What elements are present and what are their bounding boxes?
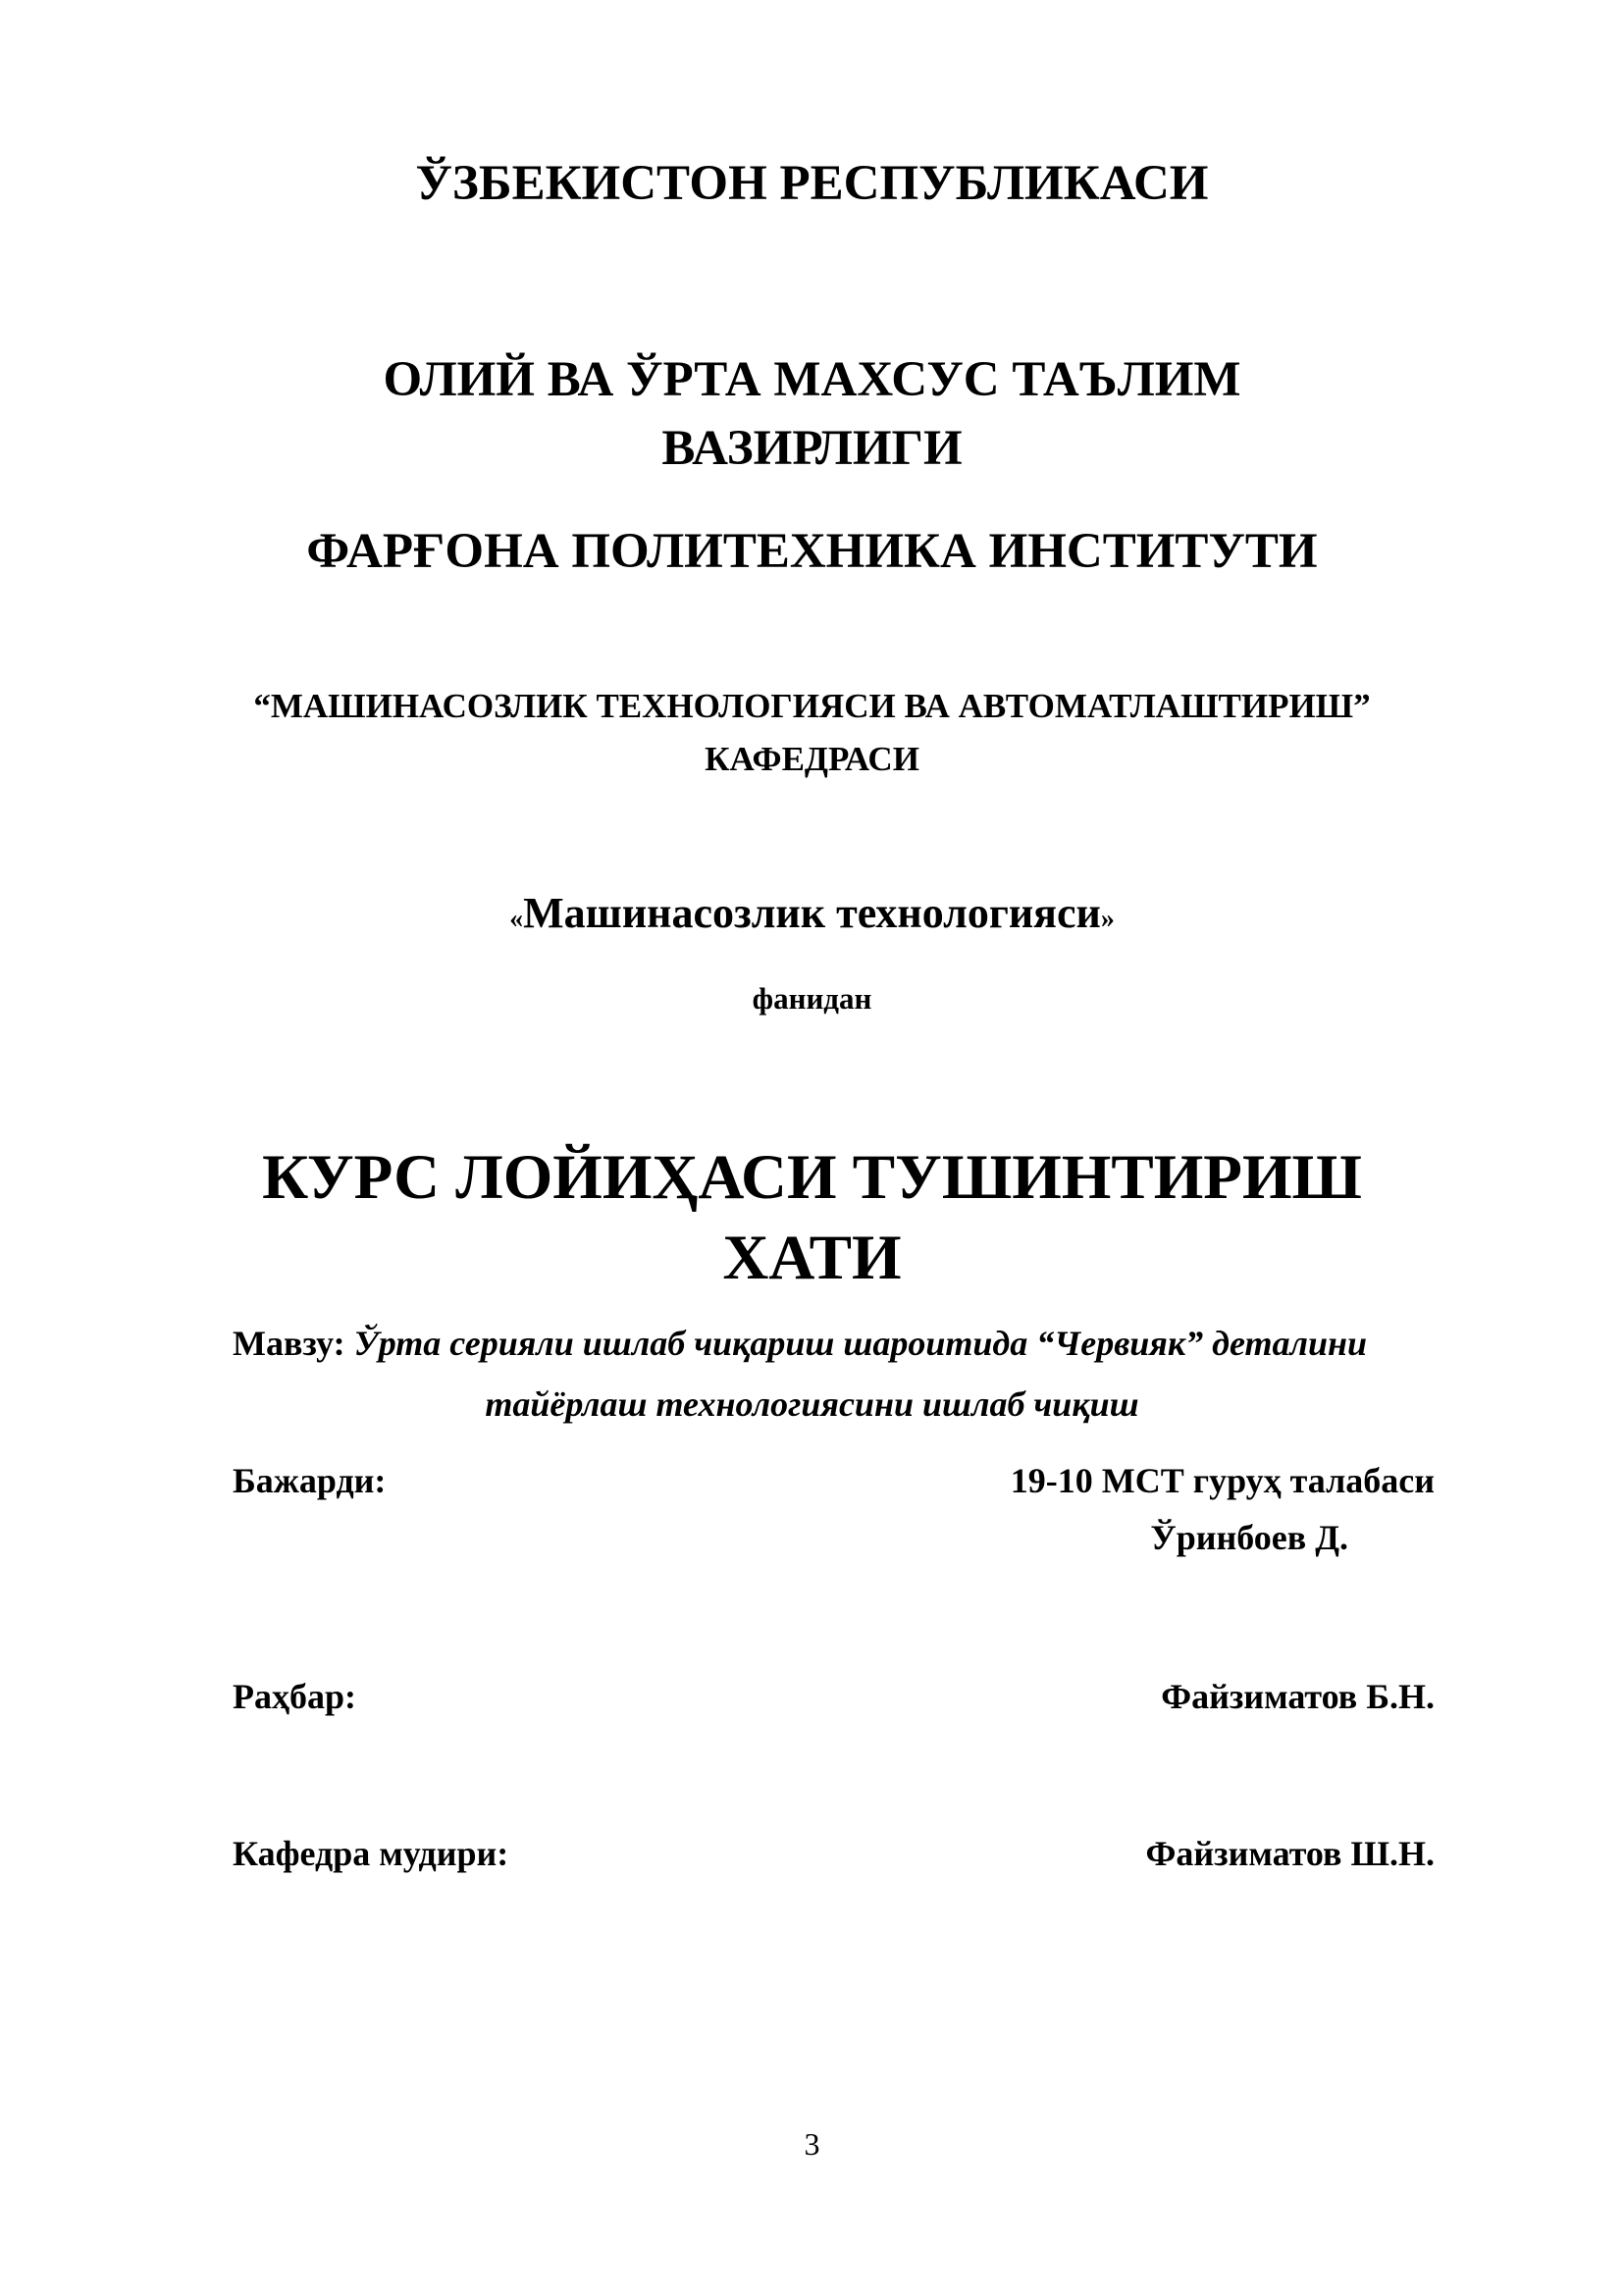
department-head-name: Файзиматов Ш.Н. [1145,1834,1435,1873]
page-number: 3 [804,2126,820,2162]
ministry-heading-line2: ВАЗИРЛИГИ [661,421,963,476]
document-title-line1: КУРС ЛОЙИҲАСИ ТУШИНТИРИШ [262,1142,1362,1213]
department-heading-line2: КАФЕДРАСИ [705,740,919,778]
department-head-label: Кафедра мудири: [233,1834,509,1873]
department-heading-line1: “МАШИНАСОЗЛИК ТЕХНОЛОГИЯСИ ВА АВТОМАТЛАШТИРИШ” [253,687,1371,725]
topic-text-line1: Ўрта серияли ишлаб чиқариш шароитида “Червияк” деталини [353,1324,1367,1363]
topic-label: Мавзу: [233,1324,345,1363]
subject-open-quote: « [509,904,524,934]
performed-name: Ўринбоев Д. [1150,1518,1348,1557]
ministry-heading-line1: ОЛИЙ ВА ЎРТА МАХСУС ТАЪЛИМ [383,352,1241,407]
supervisor-label: Раҳбар: [233,1677,356,1716]
topic-line1 [233,1323,1367,1364]
topic-text-line2: тайёрлаш технологиясини ишлаб чиқиш [485,1384,1139,1424]
subject-name-text: Машинасозлик технологияси [523,889,1101,937]
document-title-line2: ХАТИ [722,1223,902,1293]
performed-group: 19-10 МСТ гуруҳ талабаси [1010,1461,1435,1500]
subject-close-quote: » [1100,904,1115,934]
supervisor-name: Файзиматов Б.Н. [1161,1677,1435,1716]
performed-label: Бажарди: [233,1461,387,1500]
subject-name [0,888,1624,938]
subject-from-label: фанидан [752,981,872,1016]
institute-heading: ФАРҒОНА ПОЛИТЕХНИКА ИНСТИТУТИ [306,524,1318,579]
country-heading: ЎЗБЕКИСТОН РЕСПУБЛИКАСИ [415,156,1209,211]
